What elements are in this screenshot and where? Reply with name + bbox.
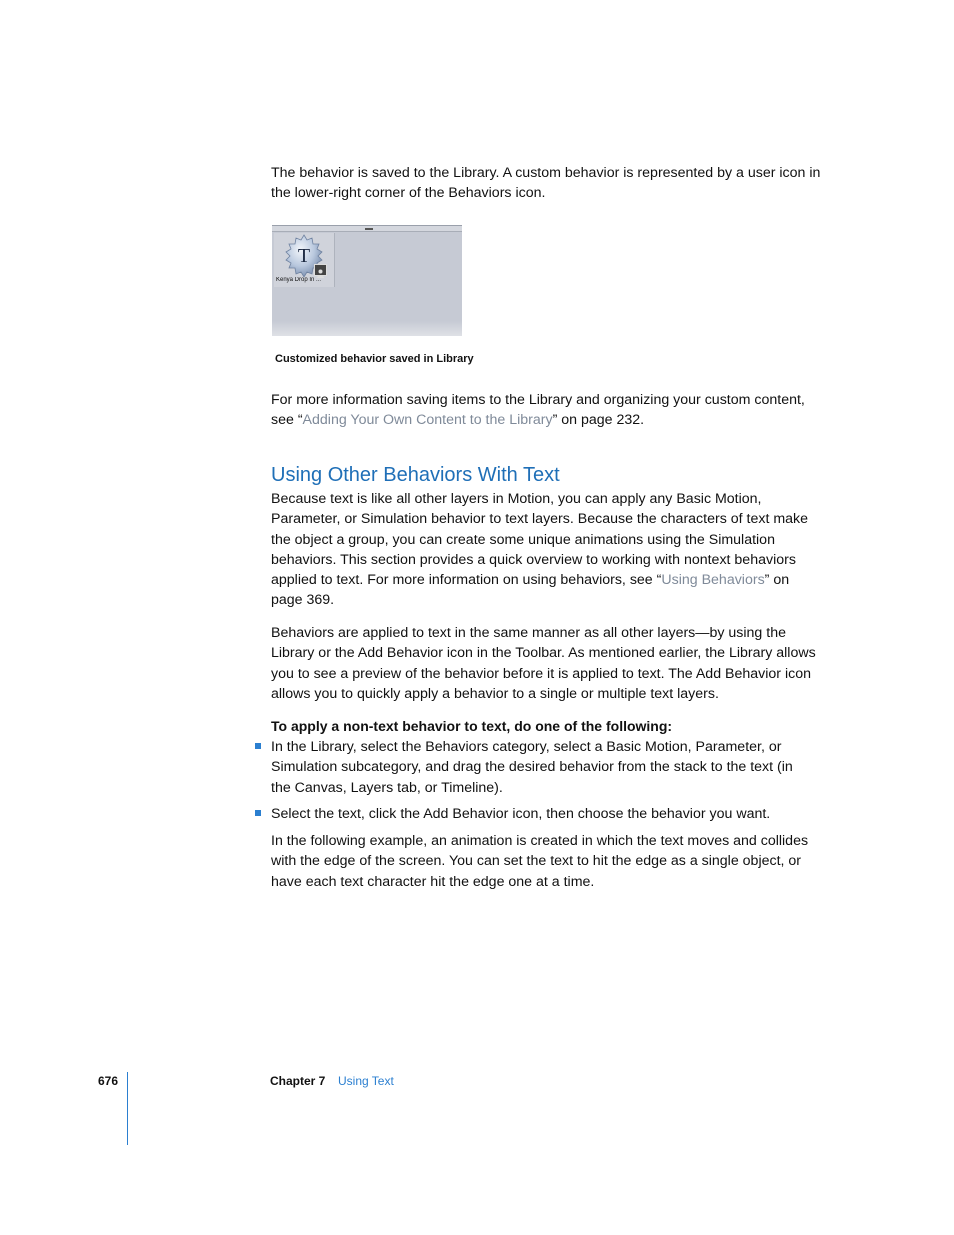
bullet-icon bbox=[255, 810, 261, 816]
text-fragment: applied to text. For more information on using behaviors, see “ bbox=[271, 572, 662, 589]
bullet-line: In the Library, select the Behaviors category, select a Basic Motion, Parameter, or bbox=[271, 739, 782, 755]
bullet-item-1 bbox=[271, 737, 831, 798]
text-fragment: ” on page 232. bbox=[552, 412, 645, 429]
paragraph-line: Parameter, or Simulation behavior to text layers. Because the characters of text make bbox=[271, 511, 809, 528]
intro-line: the lower-right corner of the Behaviors icon. bbox=[271, 185, 546, 202]
task-heading: To apply a non-text behavior to text, do one of the following: bbox=[271, 718, 673, 734]
section-heading: Using Other Behaviors With Text bbox=[271, 464, 560, 486]
library-screenshot bbox=[272, 225, 462, 336]
paragraph-line: allows you to quickly apply a behavior to a single or multiple text layers. bbox=[271, 685, 719, 702]
paragraph-line: with the edge of the screen. You can set the text to hit the edge as a single object, or bbox=[271, 853, 802, 870]
paragraph-line: have each text character hit the edge one at a time. bbox=[271, 873, 595, 890]
bullet-icon bbox=[255, 743, 261, 749]
adding-content-link[interactable]: Adding Your Own Content to the Library bbox=[302, 412, 553, 429]
page-number: 676 bbox=[98, 1074, 119, 1088]
intro-paragraph bbox=[271, 163, 831, 204]
library-top-bar bbox=[272, 226, 462, 232]
paragraph-line: behaviors. This section provides a quick overview to working with nontext behaviors bbox=[271, 551, 796, 568]
figure-caption: Customized behavior saved in Library bbox=[275, 353, 474, 365]
section-paragraph-2 bbox=[271, 623, 831, 704]
more-info-line: For more information saving items to the Library and organizing your custom content, bbox=[271, 392, 805, 408]
paragraph-line: the object a group, you can create some unique animations using the Simulation bbox=[271, 531, 775, 548]
using-behaviors-link[interactable]: Using Behaviors bbox=[661, 572, 765, 589]
library-bottom-gradient bbox=[272, 321, 462, 336]
intro-line: The behavior is saved to the Library. A custom behavior is represented by a user icon in bbox=[271, 165, 821, 181]
footer-rule bbox=[127, 1072, 128, 1145]
paragraph-line: page 369. bbox=[271, 592, 335, 609]
library-behavior-tile[interactable] bbox=[274, 233, 335, 287]
bullet-item-2: Select the text, click the Add Behavior icon, then choose the behavior you want. bbox=[271, 806, 771, 822]
tile-label: Kenya Drop In ... bbox=[276, 277, 322, 283]
svg-text:T: T bbox=[297, 245, 311, 267]
user-icon bbox=[314, 264, 327, 276]
bullet-line: Simulation subcategory, and drag the desired behavior from the stack to the text (in bbox=[271, 759, 793, 776]
paragraph-line: you to see a preview of the behavior before it is applied to text. The Add Behavior icon bbox=[271, 665, 811, 682]
more-info-paragraph bbox=[271, 390, 831, 431]
section-paragraph-3 bbox=[271, 831, 831, 892]
bullet-line: the Canvas, Layers tab, or Timeline). bbox=[271, 779, 503, 796]
paragraph-line: Library or the Add Behavior icon in the Toolbar. As mentioned earlier, the Library allows bbox=[271, 645, 816, 662]
paragraph-line: In the following example, an animation is created in which the text moves and collides bbox=[271, 833, 809, 849]
section-paragraph-1 bbox=[271, 489, 831, 611]
footer-chapter-title[interactable]: Using Text bbox=[338, 1074, 394, 1088]
text-fragment: see “ bbox=[271, 412, 303, 429]
paragraph-line: Behaviors are applied to text in the same manner as all other layers—by using the bbox=[271, 625, 786, 641]
text-fragment: ” on bbox=[764, 572, 790, 589]
paragraph-line: Because text is like all other layers in Motion, you can apply any Basic Motion, bbox=[271, 491, 762, 507]
footer-chapter: Chapter 7 bbox=[270, 1074, 326, 1088]
resize-handle-icon bbox=[365, 228, 373, 230]
paragraph-line bbox=[271, 570, 831, 590]
more-info-line bbox=[271, 410, 831, 430]
